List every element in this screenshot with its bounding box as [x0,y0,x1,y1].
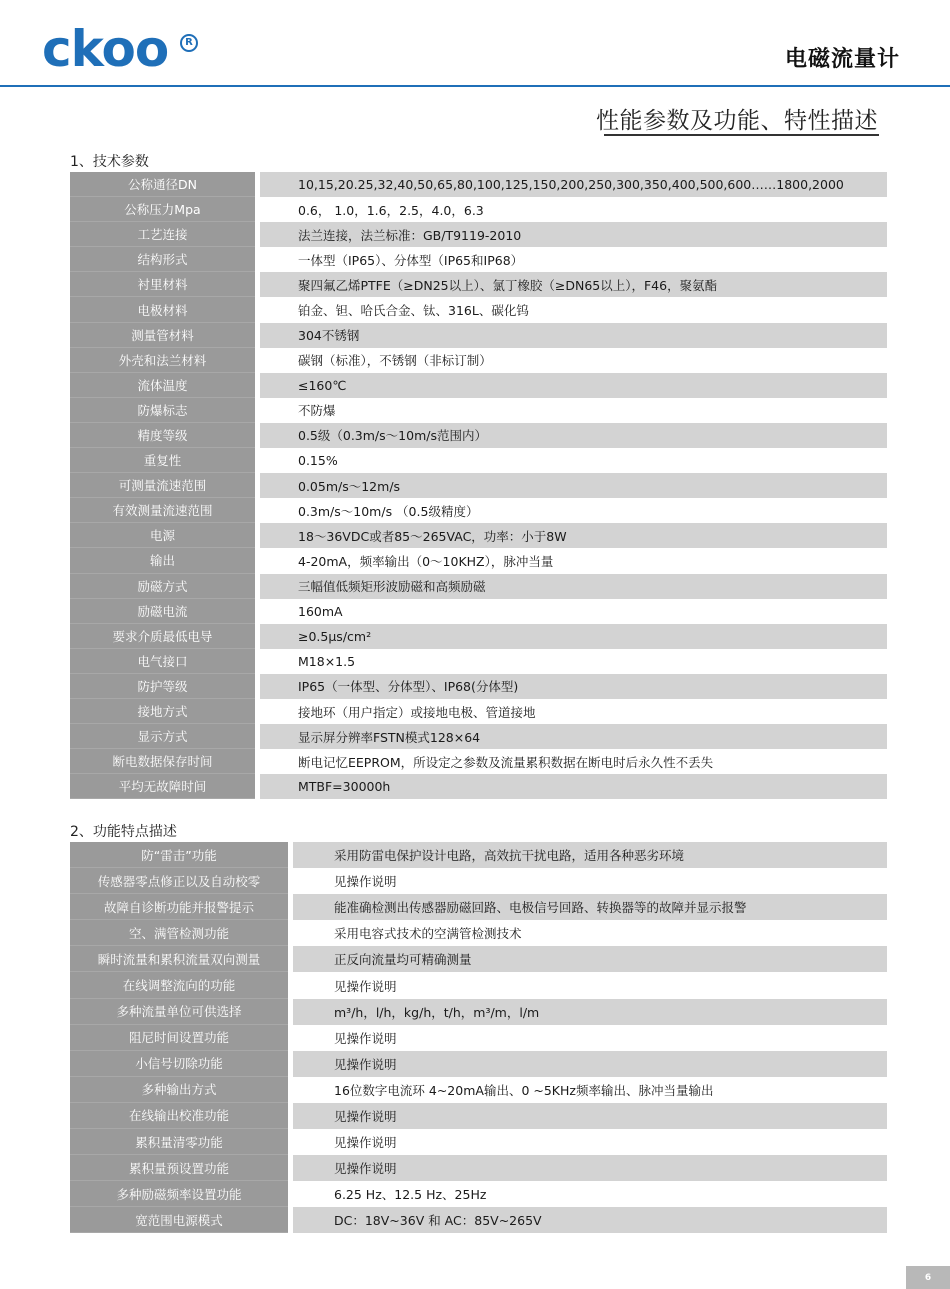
features-table [70,842,887,1233]
table-row [70,423,887,448]
table-row [70,1077,887,1103]
row-label: 累积量预设置功能 [70,1155,288,1181]
row-value: 0.6， 1.0，1.6，2.5，4.0，6.3 [260,197,887,222]
row-label: 传感器零点修正以及自动校零 [70,868,288,894]
row-label: 平均无故障时间 [70,774,255,799]
table-row [70,1155,887,1181]
row-value: 0.5级（0.3m/s～10m/s范围内） [260,423,887,448]
row-value: 见操作说明 [293,868,887,894]
row-label: 励磁方式 [70,574,255,599]
table-row [70,247,887,272]
table-row [70,972,887,998]
row-label: 公称压力Mpa [70,197,255,222]
row-label: 输出 [70,548,255,573]
row-label: 防护等级 [70,674,255,699]
table-row [70,1025,887,1051]
row-value: 0.15% [260,448,887,473]
row-label: 重复性 [70,448,255,473]
table-row [70,774,887,799]
row-label: 多种励磁频率设置功能 [70,1181,288,1207]
row-label: 电源 [70,523,255,548]
row-label: 防“雷击”功能 [70,842,288,868]
row-label: 励磁电流 [70,599,255,624]
table-row [70,1207,887,1233]
row-value: ≥0.5μs/cm² [260,624,887,649]
page-number: 6 [906,1266,950,1289]
table-row [70,448,887,473]
row-label: 显示方式 [70,724,255,749]
row-value: 18～36VDC或者85～265VAC，功率：小于8W [260,523,887,548]
row-value: 10,15,20.25,32,40,50,65,80,100,125,150,200,250,300,350,400,500,600……1800,2000 [260,172,887,197]
table-row [70,649,887,674]
row-label: 电气接口 [70,649,255,674]
row-value: 160mA [260,599,887,624]
row-value: 304不锈钢 [260,323,887,348]
product-title: 电磁流量计 [784,47,900,72]
table-row [70,674,887,699]
table-row [70,1103,887,1129]
table-row [70,920,887,946]
row-value: 聚四氟乙烯PTFE（≥DN25以上）、氯丁橡胶（≥DN65以上），F46，聚氨酯 [260,272,887,297]
row-label: 累积量清零功能 [70,1129,288,1155]
table-row [70,548,887,573]
row-label: 防爆标志 [70,398,255,423]
table-row [70,868,887,894]
table-row [70,197,887,222]
row-value: 一体型（IP65）、分体型（IP65和IP68） [260,247,887,272]
row-value: 见操作说明 [293,1129,887,1155]
row-value: 能准确检测出传感器励磁回路、电极信号回路、转换器等的故障并显示报警 [293,894,887,920]
row-value: 见操作说明 [293,1103,887,1129]
header-divider [0,85,950,87]
row-value: 铂金、钽、哈氏合金、钛、316L、碳化钨 [260,297,887,322]
table-row [70,1051,887,1077]
row-value: 断电记忆EEPROM，所设定之参数及流量累积数据在断电时后永久性不丢失 [260,749,887,774]
row-value: 4-20mA，频率输出（0～10KHZ），脉冲当量 [260,548,887,573]
row-value: ≤160℃ [260,373,887,398]
row-label: 工艺连接 [70,222,255,247]
table-row [70,999,887,1025]
table-row [70,172,887,197]
row-label: 在线调整流向的功能 [70,972,288,998]
table-row [70,624,887,649]
row-label: 有效测量流速范围 [70,498,255,523]
row-label: 空、满管检测功能 [70,920,288,946]
table-row [70,894,887,920]
row-value: 法兰连接，法兰标准：GB/T9119-2010 [260,222,887,247]
table-row [70,574,887,599]
row-label: 结构形式 [70,247,255,272]
technical-params-table [70,172,887,799]
row-label: 故障自诊断功能并报警提示 [70,894,288,920]
page-heading: 性能参数及功能、特性描述 [596,108,878,134]
page-heading-underline [604,134,879,136]
ckoo-logo: ckoo [42,20,169,78]
row-label: 精度等级 [70,423,255,448]
row-label: 接地方式 [70,699,255,724]
row-value: 6.25 Hz、12.5 Hz、25Hz [293,1181,887,1207]
row-label: 小信号切除功能 [70,1051,288,1077]
row-value: 正反向流量均可精确测量 [293,946,887,972]
table-row [70,323,887,348]
row-value: IP65（一体型、分体型）、IP68(分体型) [260,674,887,699]
table-row [70,297,887,322]
row-value: 三幅值低频矩形波励磁和高频励磁 [260,574,887,599]
row-value: 接地环（用户指定）或接地电极、管道接地 [260,699,887,724]
row-label: 流体温度 [70,373,255,398]
row-value: MTBF=30000h [260,774,887,799]
row-label: 外壳和法兰材料 [70,348,255,373]
row-value: 不防爆 [260,398,887,423]
row-value: m³/h，l/h，kg/h，t/h，m³/m，l/m [293,999,887,1025]
row-label: 阻尼时间设置功能 [70,1025,288,1051]
table-row [70,523,887,548]
row-label: 宽范围电源模式 [70,1207,288,1233]
row-value: 16位数字电流环 4~20mA输出、0 ~5KHz频率输出、脉冲当量输出 [293,1077,887,1103]
table-row [70,498,887,523]
row-label: 在线输出校准功能 [70,1103,288,1129]
table-row [70,599,887,624]
row-value: 采用防雷电保护设计电路，高效抗干扰电路，适用各种恶劣环境 [293,842,887,868]
table-row [70,348,887,373]
row-label: 电极材料 [70,297,255,322]
row-label: 测量管材料 [70,323,255,348]
table-row [70,699,887,724]
row-value: M18×1.5 [260,649,887,674]
table-row [70,946,887,972]
section-title-features: 2、功能特点描述 [70,824,177,840]
table-row [70,842,887,868]
row-label: 可测量流速范围 [70,473,255,498]
section-title-technical-params: 1、技术参数 [70,154,149,170]
row-value: 见操作说明 [293,1155,887,1181]
table-row [70,749,887,774]
row-label: 衬里材料 [70,272,255,297]
row-value: 见操作说明 [293,1051,887,1077]
row-label: 瞬时流量和累积流量双向测量 [70,946,288,972]
table-row [70,724,887,749]
row-value: 0.3m/s～10m/s （0.5级精度） [260,498,887,523]
table-row [70,222,887,247]
row-value: 显示屏分辨率FSTN模式128×64 [260,724,887,749]
row-label: 公称通径DN [70,172,255,197]
registered-trademark-icon: R [180,34,198,52]
row-label: 多种输出方式 [70,1077,288,1103]
row-value: 见操作说明 [293,1025,887,1051]
row-value: 采用电容式技术的空满管检测技术 [293,920,887,946]
table-row [70,272,887,297]
table-row [70,1129,887,1155]
row-label: 多种流量单位可供选择 [70,999,288,1025]
row-value: 碳钢（标准），不锈钢（非标订制） [260,348,887,373]
row-label: 要求介质最低电导 [70,624,255,649]
row-value: DC：18V~36V 和 AC：85V~265V [293,1207,887,1233]
table-row [70,1181,887,1207]
table-row [70,473,887,498]
table-row [70,373,887,398]
row-value: 见操作说明 [293,972,887,998]
row-label: 断电数据保存时间 [70,749,255,774]
table-row [70,398,887,423]
row-value: 0.05m/s～12m/s [260,473,887,498]
